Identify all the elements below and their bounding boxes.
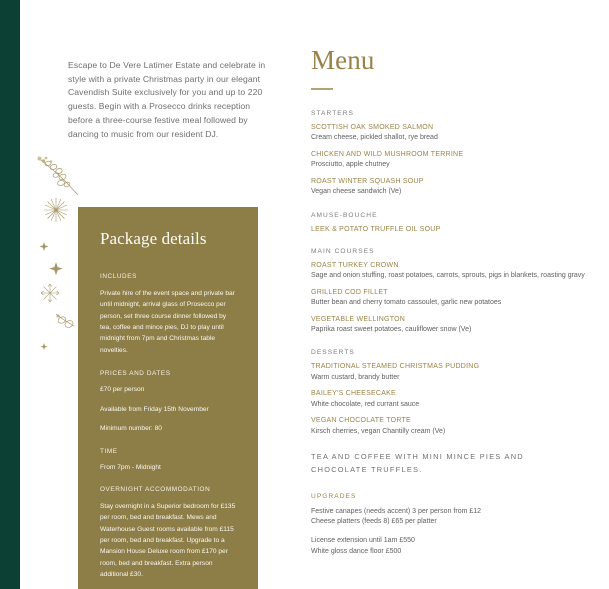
dish-name: TRADITIONAL STEAMED CHRISTMAS PUDDING: [311, 363, 480, 371]
dish-name: SCOTTISH OAK SMOKED SALMON: [311, 123, 434, 131]
dish-name: VEGETABLE WELLINGTON: [311, 315, 406, 323]
berry-sprig-icon: [38, 157, 79, 196]
package-minimum-number: Minimum number: 80: [100, 425, 162, 433]
section-label-starters: STARTERS: [311, 109, 355, 117]
package-block-time: [100, 448, 236, 474]
package-label-time: TIME: [100, 447, 118, 455]
dish-name: VEGAN CHOCOLATE TORTE: [311, 417, 411, 425]
dish-name: LEEK & POTATO TRUFFLE OIL SOUP: [311, 225, 441, 233]
section-label-desserts: DESSERTS: [311, 349, 355, 357]
menu-section-starters: [311, 110, 599, 197]
intro-paragraph: Escape to De Vere Latimer Estate and celebrate in style with a private Christmas party in our elegant Cavendish Suite exclusively for you and up to 220 guests. Begin with a Prosecco drinks reception before a three-course festive meal followed by dancing to music from our resident DJ.: [68, 59, 266, 140]
menu-dish: [311, 289, 599, 308]
mistletoe-berries-icon: [56, 314, 74, 329]
dish-name: CHICKEN AND WILD MUSHROOM TERRINE: [311, 150, 464, 158]
menu-section-amuse-bouche: [311, 212, 599, 233]
dish-name: ROAST TURKEY CROWN: [311, 261, 399, 269]
dish-description: Warm custard, brandy butter: [311, 373, 400, 381]
dish-description: Cream cheese, pickled shallot, rye bread: [311, 134, 438, 142]
dish-name: BAILEY'S CHEESECAKE: [311, 390, 396, 398]
package-details-panel: [78, 207, 258, 589]
dish-description: Paprika roast sweet potatoes, cauliflower snow (Ve): [311, 326, 472, 334]
menu-dish: [311, 226, 599, 233]
upgrade-group: [311, 536, 599, 556]
package-time-range: From 7pm - Midnight: [100, 463, 161, 471]
menu-dish: [311, 363, 599, 382]
menu-dish: [311, 390, 599, 409]
upgrade-item: Festive canapes (needs accent) 3 per person from £12: [311, 508, 482, 516]
dish-name: ROAST WINTER SQUASH SOUP: [311, 177, 424, 185]
dish-description: Vegan cheese sandwich (Ve): [311, 188, 402, 196]
package-text-overnight-accommodation: Stay overnight in a Superior bedroom for £135 per room, bed and breakfast. Mews and Waterhouse Guest rooms available from £115 per room, bed and breakfast. Upgrade to a Mansion House Deluxe room from £170 per room, bed and breakfast. Extra person additional £30.: [100, 503, 236, 579]
dish-description: White chocolate, red currant sauce: [311, 400, 420, 408]
menu-section-desserts: [311, 349, 599, 436]
upgrade-item: Cheese platters (feeds 8) £65 per platter: [311, 518, 437, 526]
menu-title-divider: [311, 88, 333, 90]
sparkle-medium-icon: [49, 262, 62, 275]
snowflake-small-icon: [41, 284, 59, 302]
dish-description: Prosciutto, apple chutney: [311, 161, 390, 169]
package-label-overnight-accommodation: OVERNIGHT ACCOMMODATION: [100, 486, 211, 494]
dish-description: Butter bean and cherry tomato cassoulet, garlic new potatoes: [311, 299, 502, 307]
menu-section-upgrades: [311, 493, 599, 557]
package-price-per-person: £70 per person: [100, 385, 145, 393]
menu-column: [311, 46, 599, 572]
menu-dish: [311, 316, 599, 335]
section-label-main-courses: MAIN COURSES: [311, 247, 375, 255]
snowflake-burst-icon: [44, 198, 68, 222]
package-block-includes: [100, 273, 236, 356]
menu-dish: [311, 417, 599, 436]
menu-title: Menu: [311, 45, 375, 75]
menu-dish: [311, 151, 599, 170]
menu-section-main-courses: [311, 248, 599, 335]
dish-description: Kirsch cherries, vegan Chantilly cream (Ve): [311, 427, 446, 435]
package-availability-date: Available from Friday 15th November: [100, 405, 209, 413]
package-block-prices-and-dates: [100, 370, 236, 435]
menu-dish: [311, 178, 599, 197]
tea-and-coffee-note: TEA AND COFFEE WITH MINI MINCE PIES AND CHOCOLATE TRUFFLES.: [311, 452, 524, 475]
dish-description: Sage and onion stuffing, roast potatoes, carrots, sprouts, pigs in blankets, roasting gravy: [311, 272, 585, 280]
section-label-amuse-bouche: AMUSE-BOUCHE: [311, 211, 378, 219]
package-label-prices-and-dates: PRICES AND DATES: [100, 369, 171, 377]
section-label-upgrades: UPGRADES: [311, 493, 357, 501]
menu-dish: [311, 124, 599, 143]
left-green-accent-bar: [0, 0, 20, 589]
sparkle-tiny-icon: [40, 343, 47, 350]
sparkle-small-icon: [40, 242, 49, 251]
menu-dish: [311, 262, 599, 281]
package-label-includes: INCLUDES: [100, 273, 137, 280]
package-text-includes: Private hire of the event space and private bar until midnight, arrival glass of Prosecco per person, set three course dinner followed by tea, coffee and mince pies, DJ to play until midnight from 7pm and Christmas table novelties.: [100, 290, 235, 354]
upgrade-group: [311, 507, 599, 527]
package-details-title: Package details: [100, 229, 207, 248]
upgrade-item: License extension until 1am £550: [311, 537, 415, 545]
package-block-overnight-accommodation: [100, 486, 236, 580]
dish-name: GRILLED COD FILLET: [311, 288, 388, 296]
upgrade-item: White gloss dance floor £500: [311, 547, 402, 555]
